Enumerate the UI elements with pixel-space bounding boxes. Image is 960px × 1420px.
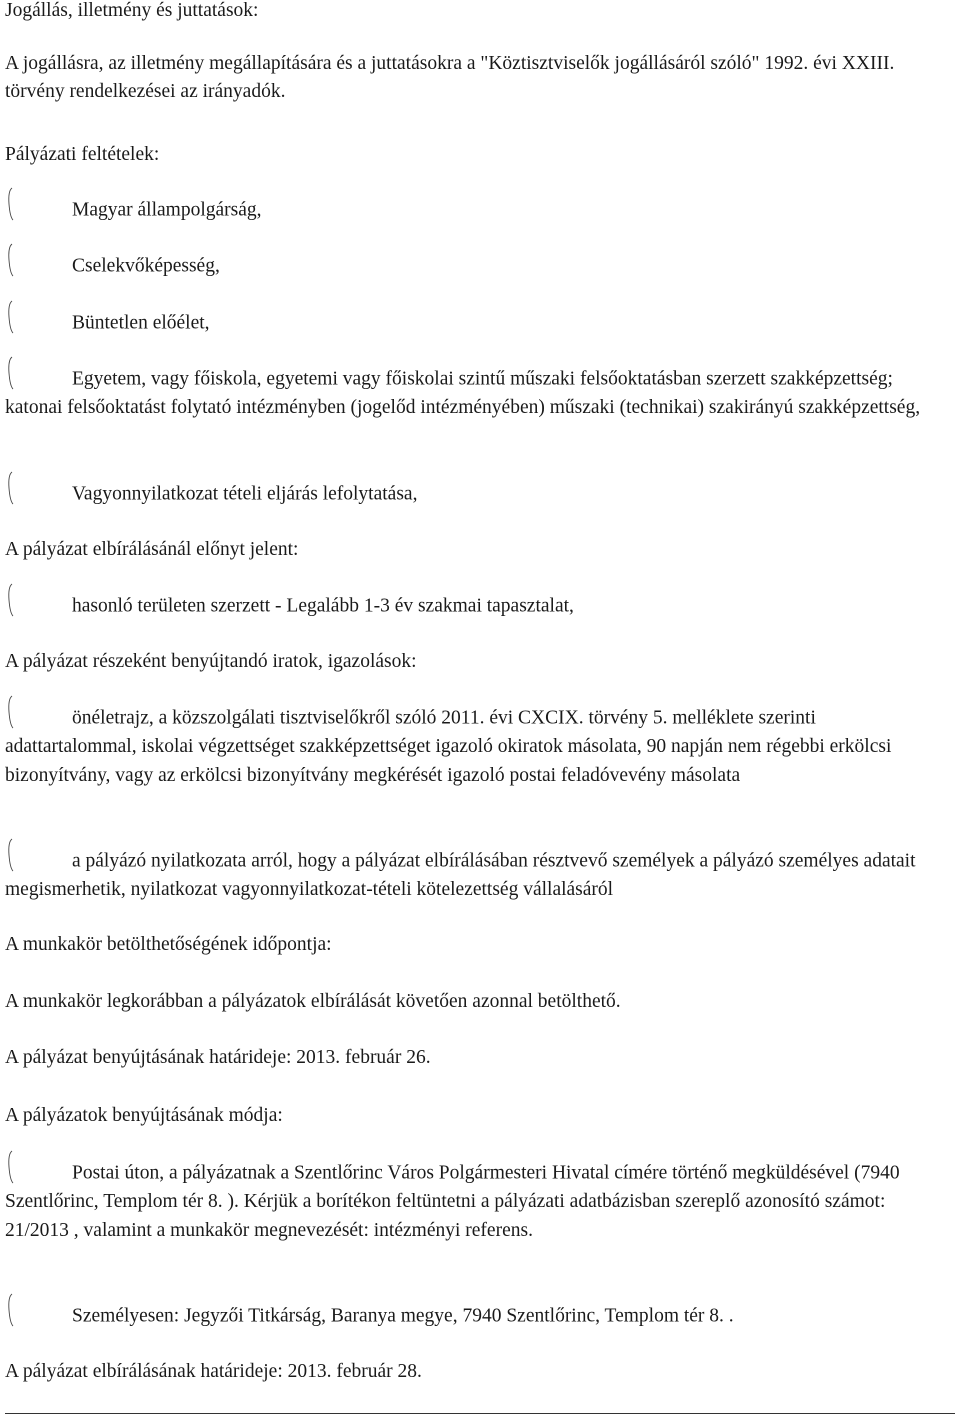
- section-heading-betoltes: A munkakör betölthetőségének időpontja:: [5, 934, 332, 955]
- bracket-icon: [7, 356, 14, 390]
- section-heading-jogallas: Jogállás, illetmény és juttatások:: [5, 0, 259, 21]
- bullet-marker: [5, 196, 72, 216]
- paragraph-hatarido-benyujtas: A pályázat benyújtásának határideje: 2013. február 26.: [5, 1047, 431, 1068]
- paragraph-jogallas: A jogállásra, az illetmény megállapítására és a juttatásokra a "Köztisztviselők jogállásáról szóló" 1992. évi XXIII. törvény rendelkezései az irányadók.: [5, 53, 895, 102]
- bracket-icon: [7, 583, 14, 617]
- section-heading-elony: A pályázat elbírálásánál előnyt jelent:: [5, 539, 299, 560]
- bullet-marker: [5, 480, 72, 500]
- list-item-text: a pályázó nyilatkozata arról, hogy a pályázat elbírálásában résztvevő személyek a pályázó személyes adatait megismerhetik, nyilatkozat vagyonnyilatkozat-tételi kötelezettség vállalásáról: [5, 850, 916, 901]
- list-item-text: önéletrajz, a közszolgálati tisztviselőkről szóló 2011. évi CXCIX. törvény 5. melléklete szerinti adattartalommal, iskolai végzettséget szakképzettséget igazoló okiratok másolata, 90 napján nem régebbi erkölcsi bizonyítvány, vagy az erkölcsi bizonyítvány megkérését igazoló postai feladóvevény másolata: [5, 707, 892, 786]
- list-item-allampolgarsag: [5, 196, 935, 225]
- bullet-marker: [5, 704, 72, 724]
- list-item-text: Egyetem, vagy főiskola, egyetemi vagy főiskolai szintű műszaki felsőoktatásban szerzett szakképzettség; katonai felsőoktatást folytató intézményben (jogelőd intézményében) műszaki (technikai) szakirányú szakképzettség,: [5, 368, 921, 419]
- bracket-icon: [7, 471, 14, 505]
- list-item-tapasztalat: [5, 592, 935, 621]
- bracket-icon: [7, 695, 14, 729]
- bullet-marker: [5, 309, 72, 329]
- list-item-oneletrajz: [5, 704, 935, 791]
- list-item-text: Büntetlen előélet,: [72, 312, 210, 334]
- list-item-nyilatkozat: [5, 847, 935, 905]
- list-item-text: hasonló területen szerzett - Legalább 1-3 év szakmai tapasztalat,: [72, 595, 574, 617]
- list-item-vagyonnyilatkozat: [5, 480, 935, 509]
- bracket-icon: [7, 1293, 14, 1327]
- bullet-marker: [5, 252, 72, 272]
- bracket-icon: [7, 1150, 14, 1184]
- bracket-icon: [7, 838, 14, 872]
- list-item-vegzettseg: [5, 365, 935, 423]
- bullet-marker: [5, 365, 72, 385]
- list-item-postai: [5, 1159, 935, 1246]
- list-item-cselekvokepesseg: [5, 252, 935, 281]
- bullet-marker: [5, 592, 72, 612]
- list-item-text: Postai úton, a pályázatnak a Szentlőrinc Város Polgármesteri Hivatal címére történő megküldésével (7940 Szentlőrinc, Templom tér 8. ). Kérjük a borítékon feltüntetni a pályázati adatbázisban szereplő azonosító számot: 21/2013 , valamint a munkakör megnevezését: intézményi referens.: [5, 1162, 900, 1241]
- list-item-szemelyesen: [5, 1302, 935, 1331]
- section-heading-iratok: A pályázat részeként benyújtandó iratok, igazolások:: [5, 651, 417, 672]
- bracket-icon: [7, 243, 14, 277]
- bullet-marker: [5, 1302, 72, 1322]
- bracket-icon: [7, 187, 14, 221]
- paragraph-betoltes: A munkakör legkorábban a pályázatok elbírálását követően azonnal betölthető.: [5, 991, 621, 1012]
- list-item-text: Cselekvőképesség,: [72, 255, 220, 277]
- bullet-marker: [5, 1159, 72, 1179]
- section-heading-modja: A pályázatok benyújtásának módja:: [5, 1105, 283, 1126]
- list-item-text: Magyar állampolgárság,: [72, 199, 262, 221]
- bullet-marker: [5, 847, 72, 867]
- list-item-text: Vagyonnyilatkozat tételi eljárás lefolytatása,: [72, 483, 418, 505]
- paragraph-hatarido-elbiralas: A pályázat elbírálásának határideje: 2013. február 28.: [5, 1361, 422, 1382]
- section-heading-feltetelek: Pályázati feltételek:: [5, 144, 160, 165]
- list-item-buntetlen: [5, 309, 935, 338]
- bottom-divider: [5, 1413, 955, 1414]
- bracket-icon: [7, 300, 14, 334]
- list-item-text: Személyesen: Jegyzői Titkárság, Baranya megye, 7940 Szentlőrinc, Templom tér 8. .: [72, 1305, 734, 1327]
